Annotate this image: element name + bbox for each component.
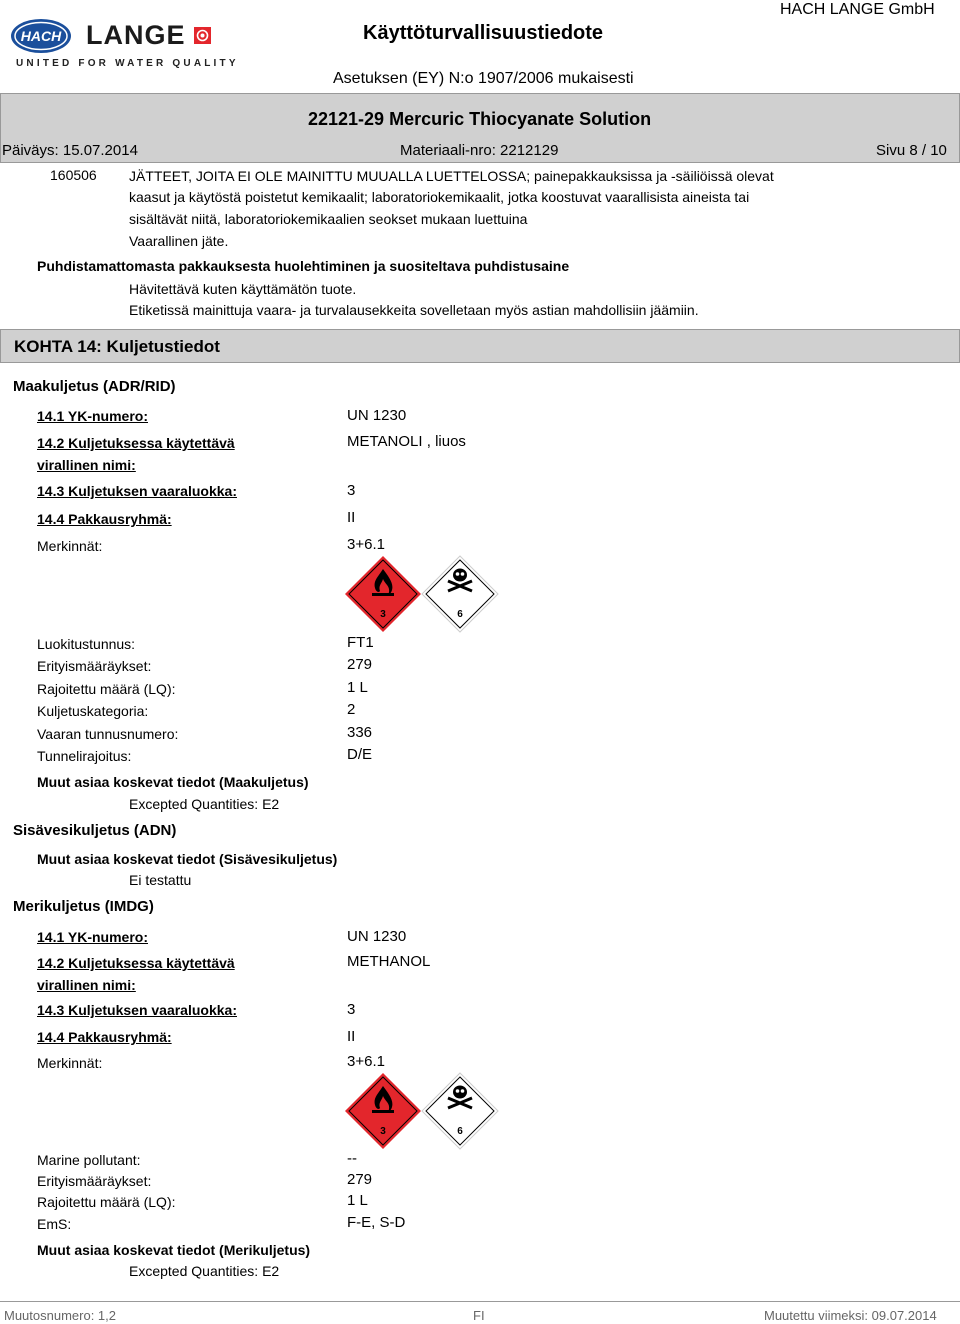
adr-labels-label: Merkinnät: (37, 538, 103, 554)
section-14-title: KOHTA 14: Kuljetustiedot (14, 337, 220, 356)
adr-detail-value: 2 (347, 701, 356, 718)
adr-toxic-label-number: 6 (457, 609, 463, 620)
material-number: Materiaali-nro: 2212129 (400, 142, 559, 159)
adr-group-value: II (347, 509, 356, 526)
adr-detail-value: 279 (347, 656, 373, 673)
imdg-name-value: METHANOL (347, 953, 431, 970)
imdg-detail-label: Marine pollutant: (37, 1152, 141, 1168)
adr-detail-label: Luokitustunnus: (37, 636, 136, 652)
footer-modified: Muutettu viimeksi: 09.07.2014 (764, 1308, 937, 1323)
imdg-other-heading: Muut asiaa koskevat tiedot (Merikuljetus) (37, 1242, 311, 1258)
adr-detail-label: Tunnelirajoitus: (37, 748, 132, 764)
imdg-labels-label: Merkinnät: (37, 1055, 103, 1071)
brand-tagline: UNITED FOR WATER QUALITY (16, 58, 239, 69)
imdg-group-label: 14.4 Pakkausryhmä: (37, 1029, 172, 1045)
imdg-name-label-2: virallinen nimi: (37, 977, 136, 993)
adr-name-value: METANOLI , liuos (347, 433, 466, 450)
imdg-detail-value: 279 (347, 1171, 373, 1188)
adr-class-value: 3 (347, 482, 356, 499)
adr-group-label: 14.4 Pakkausryhmä: (37, 511, 172, 527)
regulation-text: Asetuksen (EY) N:o 1907/2006 mukaisesti (333, 70, 634, 87)
imdg-un-value: UN 1230 (347, 928, 407, 945)
adr-name-label-2: virallinen nimi: (37, 457, 136, 473)
adn-other-heading: Muut asiaa koskevat tiedot (Sisävesikuljetus) (37, 851, 338, 867)
adn-other-value: Ei testattu (129, 872, 192, 888)
footer-language: FI (473, 1308, 485, 1323)
adr-un-label: 14.1 YK-numero: (37, 408, 148, 424)
imdg-detail-label: EmS: (37, 1216, 72, 1232)
lange-logo-text: LANGE (86, 20, 186, 50)
adr-detail-value: D/E (347, 746, 373, 763)
hach-logo (10, 18, 72, 54)
imdg-group-value: II (347, 1028, 356, 1045)
adr-toxic-label-icon (421, 555, 499, 633)
imdg-detail-label: Rajoitettu määrä (LQ): (37, 1194, 176, 1210)
imdg-detail-value: 1 L (347, 1192, 368, 1209)
packaging-heading: Puhdistamattomasta pakkauksesta huolehtiminen ja suositeltava puhdistusaine (37, 258, 570, 274)
page-number: Sivu 8 / 10 (876, 142, 947, 159)
imdg-detail-value: F-E, S-D (347, 1214, 406, 1231)
imdg-un-label: 14.1 YK-numero: (37, 929, 148, 945)
imdg-detail-value: -- (347, 1150, 357, 1167)
waste-code: 160506 (50, 167, 97, 183)
adr-other-value: Excepted Quantities: E2 (129, 796, 280, 812)
footer-revision: Muutosnumero: 1,2 (4, 1308, 117, 1323)
adr-flammable-label-icon (344, 555, 422, 633)
waste-line-3: sisältävät niitä, laboratoriokemikaalien seokset mukaan luettuina (129, 211, 528, 227)
waste-line-1: JÄTTEET, JOITA EI OLE MAINITTU MUUALLA LUETTELOSSA; painepakkauksissa ja -säiliöissä olevat (129, 168, 774, 184)
imdg-toxic-label-icon (421, 1072, 499, 1150)
imdg-labels-value: 3+6.1 (347, 1053, 385, 1070)
adr-flammable-label-number: 3 (380, 609, 386, 620)
imdg-name-label-1: 14.2 Kuljetuksessa käytettävä (37, 955, 235, 971)
imdg-flammable-label-icon (344, 1072, 422, 1150)
adr-detail-value: 1 L (347, 679, 368, 696)
document-title: Käyttöturvallisuustiedote (363, 22, 604, 44)
adr-other-heading: Muut asiaa koskevat tiedot (Maakuljetus) (37, 774, 309, 790)
adr-un-value: UN 1230 (347, 407, 407, 424)
packaging-line-2: Etiketissä mainittuja vaara- ja turvalausekkeita sovelletaan myös astian mahdollisiin jäämiin. (129, 302, 699, 318)
lange-registered-icon (194, 27, 211, 44)
adr-detail-label: Kuljetuskategoria: (37, 703, 149, 719)
adr-heading: Maakuljetus (ADR/RID) (13, 378, 176, 395)
imdg-class-value: 3 (347, 1001, 356, 1018)
adr-class-label: 14.3 Kuljetuksen vaaraluokka: (37, 483, 237, 499)
adr-detail-label: Erityismääräykset: (37, 658, 152, 674)
adr-detail-value: 336 (347, 724, 373, 741)
imdg-toxic-label-number: 6 (457, 1126, 463, 1137)
waste-line-4: Vaarallinen jäte. (129, 233, 229, 249)
product-name: 22121-29 Mercuric Thiocyanate Solution (308, 109, 652, 129)
packaging-line-1: Hävitettävä kuten käyttämätön tuote. (129, 281, 357, 297)
hach-logo-text: HACH (20, 28, 62, 44)
imdg-class-label: 14.3 Kuljetuksen vaaraluokka: (37, 1002, 237, 1018)
company-name: HACH LANGE GmbH (780, 1, 935, 18)
footer-divider (0, 1301, 960, 1302)
adr-detail-label: Rajoitettu määrä (LQ): (37, 681, 176, 697)
imdg-other-value: Excepted Quantities: E2 (129, 1263, 280, 1279)
adn-heading: Sisävesikuljetus (ADN) (13, 822, 177, 839)
date: Päiväys: 15.07.2014 (2, 142, 138, 159)
adr-detail-value: FT1 (347, 634, 374, 651)
waste-line-2: kaasut ja käytöstä poistetut kemikaalit; laboratoriokemikaalit, jotka koostuvat vaarallisista aineista tai (129, 189, 750, 205)
adr-name-label-1: 14.2 Kuljetuksessa käytettävä (37, 435, 235, 451)
imdg-heading: Merikuljetus (IMDG) (13, 898, 154, 915)
adr-labels-value: 3+6.1 (347, 536, 385, 553)
imdg-detail-label: Erityismääräykset: (37, 1173, 152, 1189)
adr-detail-label: Vaaran tunnusnumero: (37, 726, 179, 742)
imdg-flammable-label-number: 3 (380, 1126, 386, 1137)
